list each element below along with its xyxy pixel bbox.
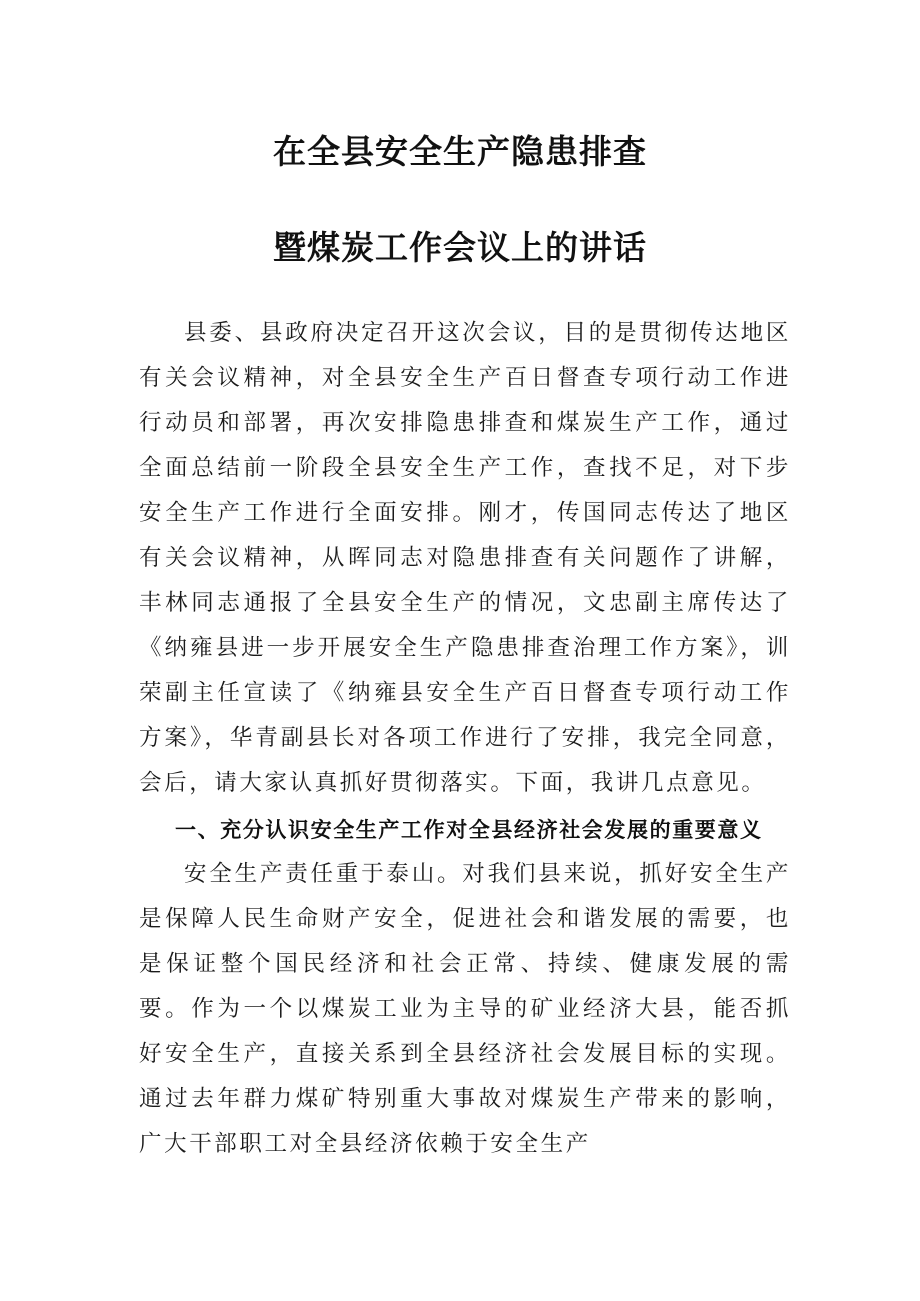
- body-paragraph-2: 安全生产责任重于泰山。对我们县来说，抓好安全生产是保障人民生命财产安全，促进社会和谐发展的需要，也是保证整个国民经济和社会正常、持续、健康发展的需要。作为一个以煤炭工业为主导的矿业经济大县，能否抓好安全生产，直接关系到全县经济社会发展目标的实现。通过去年群力煤矿特别重大事故对煤炭生产带来的影响，广大干部职工对全县经济依赖于安全生产: [139, 861, 791, 1157]
- section-heading-1: 一、充分认识安全生产工作对全县经济社会发展的重要意义: [175, 818, 763, 842]
- body-paragraph-1: 县委、县政府决定召开这次会议，目的是贯彻传达地区有关会议精神，对全县安全生产百日督查专项行动工作进行动员和部署，再次安排隐患排查和煤炭生产工作，通过全面总结前一阶段全县安全生产工作，查找不足，对下步安全生产工作进行全面安排。刚才，传国同志传达了地区有关会议精神，从晖同志对隐患排查有关问题作了讲解，丰林同志通报了全县安全生产的情况，文忠副主席传达了《纳雍县进一步开展安全生产隐患排查治理工作方案》，训荣副主任宣读了《纳雍县安全生产百日督查专项行动工作方案》，华青副县长对各项工作进行了安排，我完全同意，会后，请大家认真抓好贯彻落实。下面，我讲几点意见。: [139, 320, 791, 796]
- document-title-line-2: 暨煤炭工作会议上的讲话: [273, 228, 647, 267]
- document-title-line-1: 在全县安全生产隐患排查: [273, 132, 647, 171]
